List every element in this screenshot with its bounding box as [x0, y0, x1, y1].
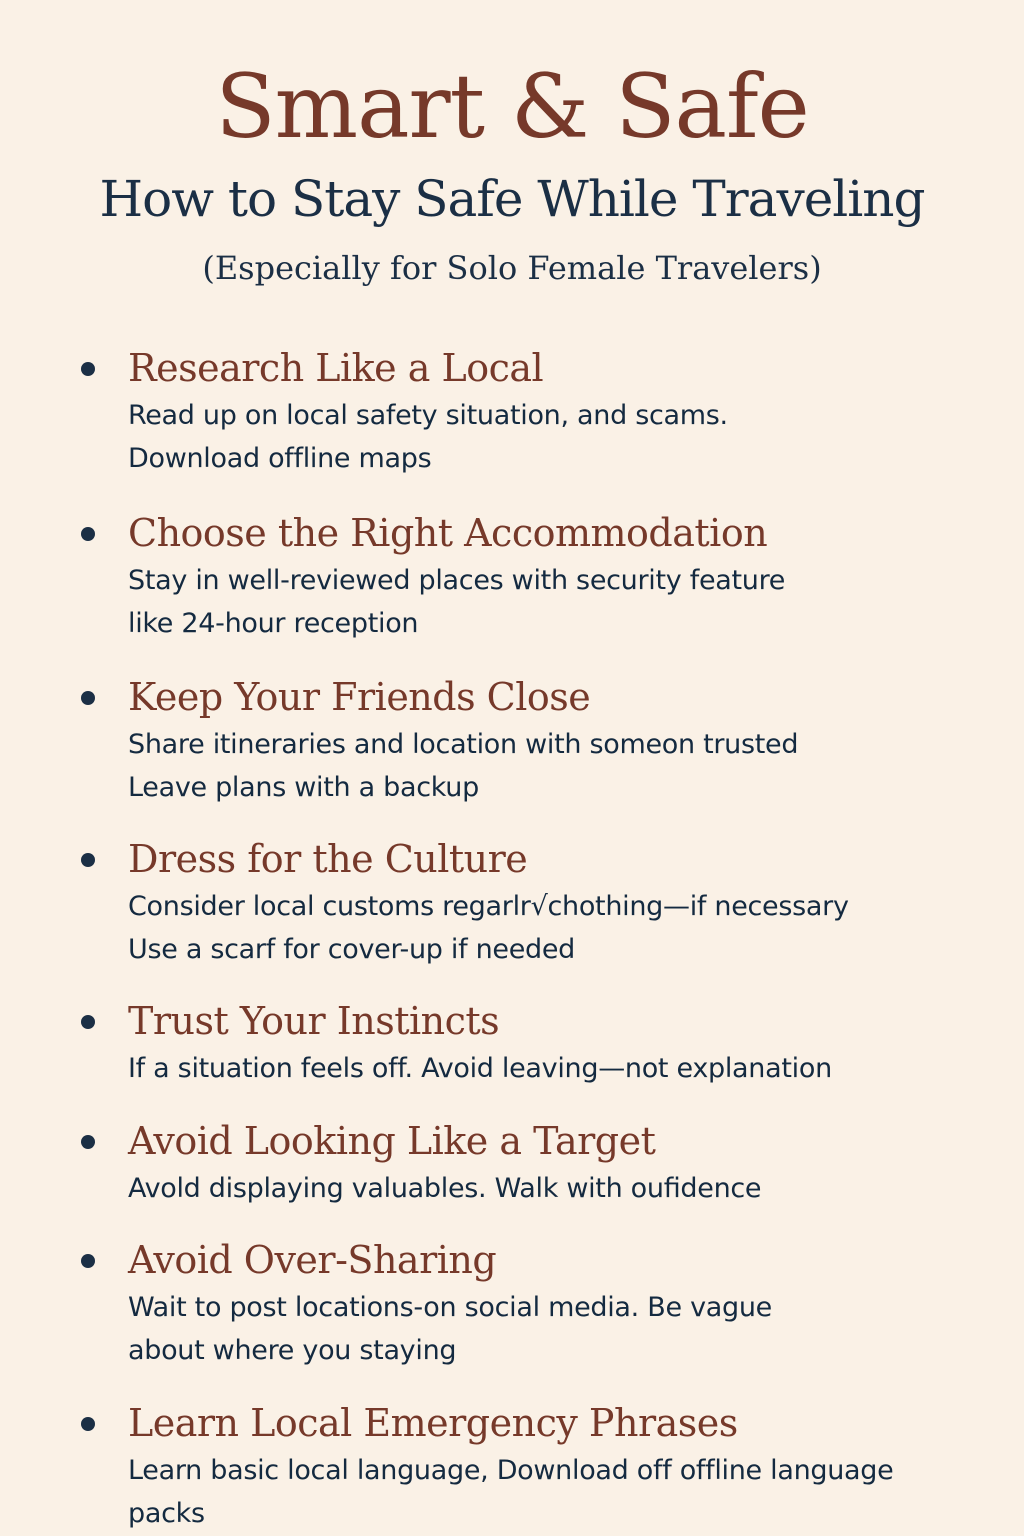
tip-description-line: Consider local customs regarlr√chothing—if necessary	[128, 891, 849, 922]
audience-note: (Especially for Solo Female Travelers)	[202, 249, 822, 287]
tip-description	[128, 723, 798, 809]
bullet-icon	[81, 1015, 95, 1029]
tip-description	[128, 559, 785, 645]
tip-description	[128, 394, 728, 480]
tip-description-line: Share itineraries and location with someon trusted	[128, 729, 799, 760]
tip-description	[128, 1449, 893, 1535]
bullet-icon	[81, 853, 95, 867]
tip-heading: Choose the Right Accommodation	[128, 511, 768, 555]
tip-description	[128, 1047, 832, 1090]
bullet-icon	[81, 1417, 95, 1431]
tip-heading: Keep Your Friends Close	[128, 675, 591, 719]
tip-description-line: Wait to post locations-on social media. Be vague	[128, 1292, 772, 1323]
tip-heading: Avoid Looking Like a Target	[128, 1119, 656, 1163]
tip-description-line: If a situation feels off. Avoid leaving—not explanation	[128, 1053, 832, 1084]
bullet-icon	[81, 362, 95, 376]
tip-description	[128, 1167, 761, 1210]
tip-description-line: Learn basic local language, Download off offline language	[128, 1455, 894, 1486]
page-subtitle: How to Stay Safe While Traveling	[99, 170, 925, 228]
tip-description-line: Download offline maps	[128, 443, 432, 474]
page-title: Smart & Safe	[215, 55, 809, 158]
tip-description-line: like 24-hour reception	[128, 608, 419, 639]
tip-description-line: Use a scarf for cover-up if needed	[128, 934, 576, 965]
tip-description-line: Avold displaying valuables. Walk with ouﬁdence	[128, 1173, 762, 1204]
tip-description-line: packs	[128, 1498, 205, 1529]
bullet-icon	[81, 1135, 95, 1149]
tip-heading: Learn Local Emergency Phrases	[128, 1401, 738, 1445]
tip-description	[128, 885, 849, 971]
tip-heading: Research Like a Local	[128, 346, 544, 390]
tip-description-line: about where you staying	[128, 1335, 457, 1366]
tip-heading: Dress for the Culture	[128, 837, 528, 881]
tip-description-line: Read up on local safety situation, and scams.	[128, 400, 728, 431]
bullet-icon	[81, 1254, 95, 1268]
tip-description-line: Stay in well-reviewed places with security feature	[128, 565, 786, 596]
tip-heading: Avoid Over-Sharing	[128, 1238, 497, 1282]
bullet-icon	[81, 527, 95, 541]
tip-description	[128, 1286, 772, 1372]
tip-description-line: Leave plans with a backup	[128, 772, 479, 803]
bullet-icon	[81, 691, 95, 705]
tip-heading: Trust Your Instincts	[128, 999, 500, 1043]
